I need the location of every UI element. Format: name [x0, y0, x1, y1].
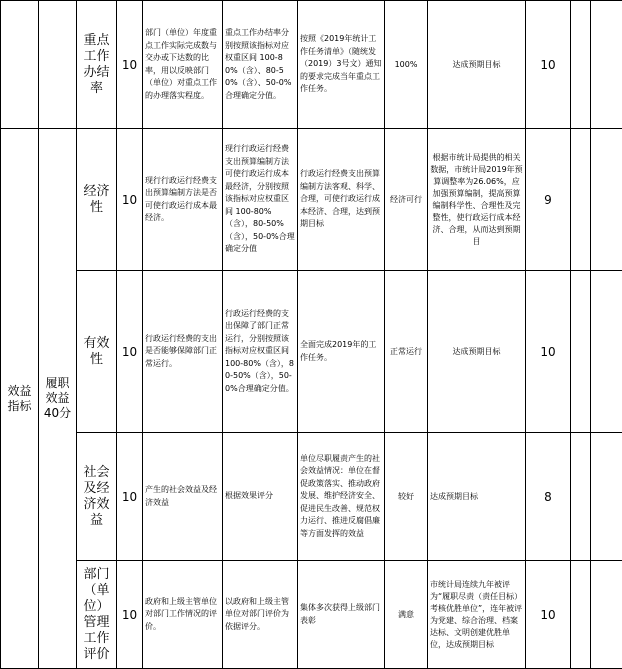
indicator-note: 根据市统计局提供的相关数据，市统计局2019年预算调整率为26.06%，应加强预算编制，提高预算编制科学性、合理性及完整性，使行政运行成本经济、合理，从而达到预期目 [428, 129, 526, 271]
cell-empty [39, 1, 77, 129]
indicator-weight: 10 [117, 129, 143, 271]
cell-empty [1, 1, 39, 129]
indicator-method: 重点工作办结率分别按照该指标对应权重区间 100-80%（含）、80-50%（含）、50-0%合理确定分值。 [223, 1, 298, 129]
indicator-actual: 较好 [385, 433, 428, 561]
indicator-name: 部门（单位）管理工作评价 [77, 561, 117, 669]
indicator-score: 9 [526, 129, 571, 271]
indicator-description: 行政运行经费的支出是否能够保障部门正常运行。 [143, 271, 223, 433]
indicator-note: 达成预期目标 [428, 1, 526, 129]
indicator-name: 经济性 [77, 129, 117, 271]
table-row [1, 1, 622, 129]
indicator-score: 8 [526, 433, 571, 561]
indicator-description: 部门（单位）年度重点工作实际完成数与交办或下达数的比率，用以反映部门（单位）对重点工作的办理落实程度。 [143, 1, 223, 129]
cell-empty [571, 271, 591, 433]
indicator-standard: 按照《2019年统计工作任务清单》（随统发（2019）3号文）通知的要求完成当年重点工作任务。 [298, 1, 385, 129]
indicator-note: 达成预期目标 [428, 271, 526, 433]
indicator-weight: 10 [117, 1, 143, 129]
table-row [1, 433, 622, 561]
indicator-note: 市统计局连续九年被评为“履职尽责（责任目标）考核优胜单位”，连年被评为党建、综合治理、档案达标、文明创建优胜单位，达成预期目标 [428, 561, 526, 669]
indicator-standard: 全面完成2019年的工作任务。 [298, 271, 385, 433]
indicator-score: 10 [526, 271, 571, 433]
indicator-weight: 10 [117, 271, 143, 433]
indicator-name: 重点工作办结率 [77, 1, 117, 129]
indicator-note: 达成预期目标 [428, 433, 526, 561]
cell-empty [571, 129, 591, 271]
cell-empty [591, 129, 622, 271]
indicator-method: 以政府和上级主管单位对部门评价为依据评分。 [223, 561, 298, 669]
indicator-standard: 单位尽职履责产生的社会效益情况：单位在督促政策落实、推动政府发展、维护经济安全、促进民生改善、规范权力运行、推进反腐倡廉等方面发挥的效益 [298, 433, 385, 561]
indicator-name: 社会及经济效益 [77, 433, 117, 561]
cell-empty [591, 561, 622, 669]
table-row [1, 271, 622, 433]
cell-empty [591, 271, 622, 433]
subcategory-cell: 履职效益40分 [39, 129, 77, 669]
cell-empty [591, 433, 622, 561]
indicator-actual: 100% [385, 1, 428, 129]
indicator-score: 10 [526, 1, 571, 129]
indicator-description: 政府和上级主管单位对部门工作情况的评价。 [143, 561, 223, 669]
indicator-method: 行政运行经费的支出保障了部门正常运行，分别按照该指标对应权重区间 100-80%（含），80-50%（含），50-0%合理确定分值。 [223, 271, 298, 433]
indicator-description: 现行行政运行经费支出预算编制方法是否可使行政运行成本最经济。 [143, 129, 223, 271]
cell-empty [571, 433, 591, 561]
indicator-score: 10 [526, 561, 571, 669]
cell-empty [591, 1, 622, 129]
indicator-weight: 10 [117, 561, 143, 669]
indicator-method: 现行行政运行经费支出预算编制方法可使行政运行成本最经济，分别按照该指标对应权重区间 100-80%（含），80-50%（含），50-0%合理确定分值 [223, 129, 298, 271]
category-cell: 效益指标 [1, 129, 39, 669]
indicator-actual: 满意 [385, 561, 428, 669]
cell-empty [571, 561, 591, 669]
table-row [1, 129, 622, 271]
indicator-description: 产生的社会效益及经济效益 [143, 433, 223, 561]
indicator-name: 有效性 [77, 271, 117, 433]
indicator-standard: 集体多次获得上级部门表彰 [298, 561, 385, 669]
table-row [1, 561, 622, 669]
indicator-actual: 正常运行 [385, 271, 428, 433]
indicator-standard: 行政运行经费支出预算编制方法客观、科学、合理，可使行政运行成本经济、合理，达到预期目标 [298, 129, 385, 271]
indicator-method: 根据效果评分 [223, 433, 298, 561]
indicator-actual: 经济可行 [385, 129, 428, 271]
cell-empty [571, 1, 591, 129]
indicator-weight: 10 [117, 433, 143, 561]
